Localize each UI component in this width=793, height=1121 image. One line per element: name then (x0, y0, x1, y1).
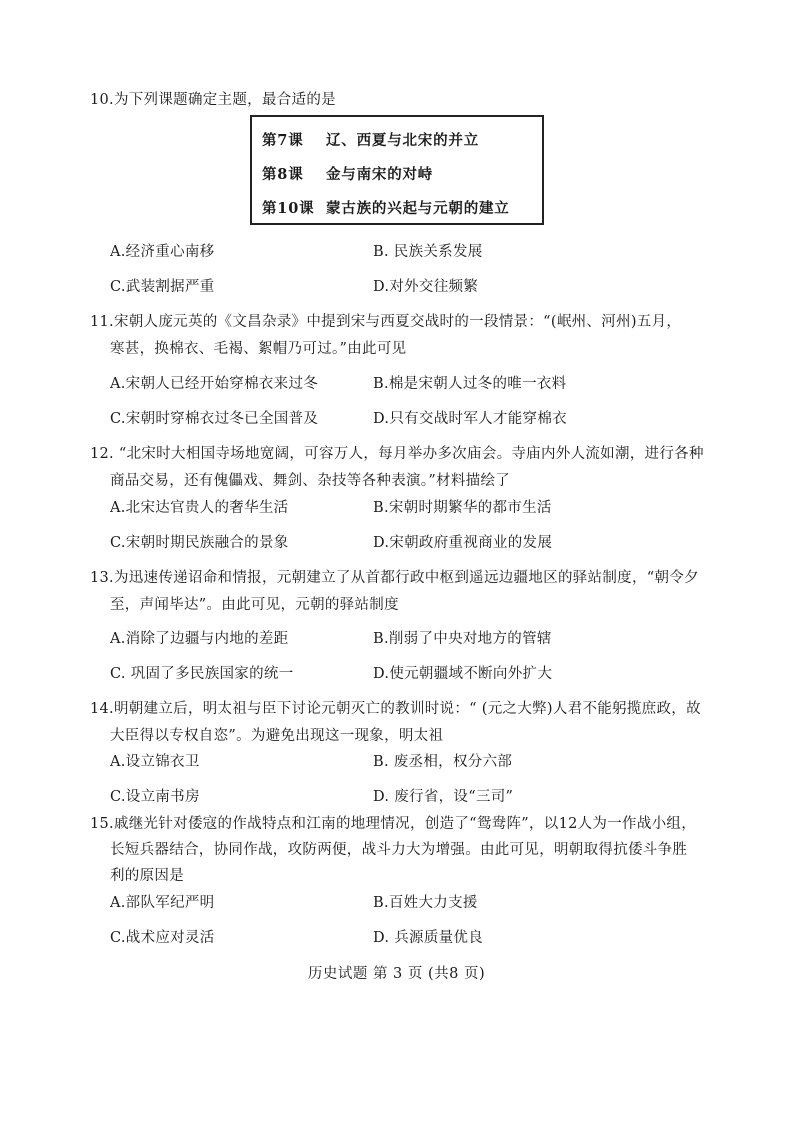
q14-stem-line-1: 14.明朝建立后，明太祖与臣下讨论元朝灭亡的教训时说：“ (元之大弊)人君不能躬揽庶政，故 (90, 701, 701, 717)
q10-option-d: D.对外交往频繁 (373, 279, 479, 295)
lesson-list-box (250, 115, 544, 225)
page-footer: 历史试题 第 3 页 (共8 页) (307, 966, 486, 982)
q13-stem-line-2: 至，声闻毕达”。由此可见，元朝的驿站制度 (110, 597, 399, 613)
lesson-title: 金与南宋的对峙 (326, 166, 434, 183)
q11-stem-line-2: 寒甚，换棉衣、毛褐、絮帽乃可过。”由此可见 (110, 341, 407, 357)
q10-option-b: B. 民族关系发展 (373, 244, 483, 260)
q12-stem-line-1: 12. “北宋时大相国寺场地宽阔，可容万人，每月举办多次庙会。寺庙内外人流如潮，进行各种 (90, 446, 704, 462)
q12-option-d: D.宋朝政府重视商业的发展 (373, 535, 553, 551)
lesson-number: 第8课 (262, 166, 304, 183)
q12-option-c: C.宋朝时期民族融合的景象 (110, 535, 289, 551)
q12-option-a: A.北宋达官贵人的奢华生活 (110, 500, 289, 516)
q15-stem-line-3: 利的原因是 (110, 868, 184, 884)
q14-option-a: A.设立锦衣卫 (110, 754, 200, 770)
q13-stem-line-1: 13.为迅速传递诏命和情报，元朝建立了从首都行政中枢到遥远边疆地区的驿站制度，“朝令夕 (90, 570, 699, 586)
q12-option-b: B.宋朝时期繁华的都市生活 (373, 500, 552, 516)
q11-option-c: C.宋朝时穿棉衣过冬已全国普及 (110, 411, 319, 427)
q11-option-b: B.棉是宋朝人过冬的唯一衣料 (373, 376, 567, 392)
lesson-number: 第7课 (262, 132, 304, 149)
q11-option-d: D.只有交战时军人才能穿棉衣 (373, 411, 567, 427)
q10-option-a: A.经济重心南移 (110, 244, 215, 260)
q14-option-c: C.设立南书房 (110, 789, 200, 805)
lesson-row (262, 129, 479, 150)
q14-option-d: D. 废行省，设“三司” (373, 789, 514, 805)
q13-option-b: B.削弱了中央对地方的管辖 (373, 631, 552, 647)
q13-option-a: A.消除了边疆与内地的差距 (110, 631, 289, 647)
q13-option-c: C. 巩固了多民族国家的统一 (110, 666, 294, 682)
q14-stem-line-2: 大臣得以专权自恣”。为避免出现这一现象，明太祖 (110, 728, 444, 744)
lesson-number: 第10课 (262, 200, 315, 217)
q11-stem-line-1: 11.宋朝人庞元英的《文昌杂录》中提到宋与西夏交战时的一段情景：“(岷州、河州)五月， (90, 314, 682, 330)
q10-option-c: C.武装割据严重 (110, 279, 215, 295)
lesson-row (262, 197, 510, 218)
q14-option-b: B. 废丞相，权分六部 (373, 754, 513, 770)
q13-option-d: D.使元朝疆域不断向外扩大 (373, 666, 553, 682)
q15-option-a: A.部队军纪严明 (110, 895, 215, 911)
q10-stem: 10.为下列课题确定主题，最合适的是 (90, 92, 336, 108)
q15-stem-line-2: 长短兵器结合，协同作战，攻防两便，战斗力大为增强。由此可见，明朝取得抗倭斗争胜 (110, 842, 688, 858)
q15-option-c: C.战术应对灵活 (110, 930, 215, 946)
q12-stem-line-2: 商品交易，还有傀儡戏、舞剑、杂技等各种表演。”材料描绘了 (110, 473, 511, 489)
lesson-row (262, 163, 433, 184)
q11-option-a: A.宋朝人已经开始穿棉衣来过冬 (110, 376, 319, 392)
lesson-title: 辽、西夏与北宋的并立 (326, 132, 479, 149)
q15-stem-line-1: 15.戚继光针对倭寇的作战特点和江南的地理情况，创造了“鸳鸯阵”，以12人为一作战小组， (90, 816, 697, 832)
q15-option-b: B.百姓大力支援 (373, 895, 478, 911)
q15-option-d: D. 兵源质量优良 (373, 930, 484, 946)
lesson-title: 蒙古族的兴起与元朝的建立 (326, 200, 510, 217)
